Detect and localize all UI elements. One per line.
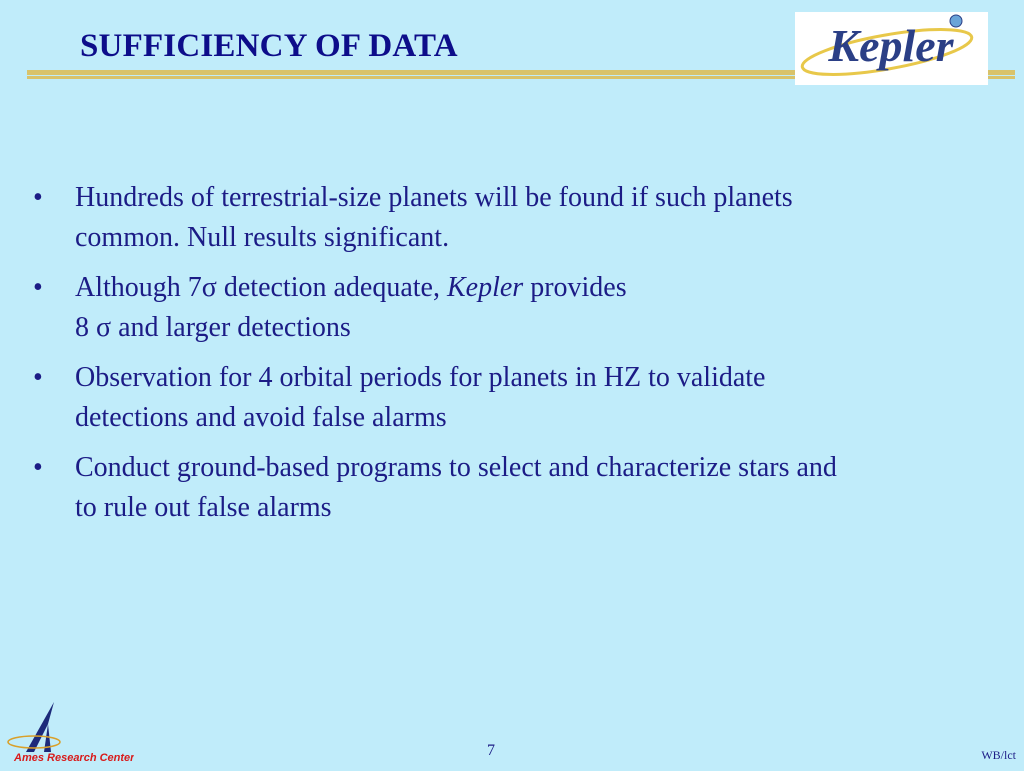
bullet-text-line: to rule out false alarms (75, 492, 332, 523)
bullet-text-line (75, 268, 1013, 308)
bullet-text-segment: Although 7σ detection adequate, (75, 272, 447, 303)
bullet-marker: • (33, 362, 43, 393)
bullet-text-emphasis: Kepler (446, 272, 524, 303)
ames-research-center-logo (4, 700, 134, 766)
bullet-text-line: Conduct ground-based programs to select and characterize stars and (75, 452, 837, 483)
bullet-marker: • (33, 272, 43, 303)
bullet-item (33, 178, 1013, 258)
bullet-text-segment: provides (523, 272, 627, 303)
bullet-item (33, 448, 1013, 528)
bullet-text-line: Hundreds of terrestrial-size planets will be found if such planets (75, 182, 793, 213)
bullet-list (33, 178, 1013, 538)
bullet-text-line: common. Null results significant. (75, 222, 450, 253)
bullet-text-line: Observation for 4 orbital periods for planets in HZ to validate (75, 362, 766, 393)
bullet-text-line: detections and avoid false alarms (75, 402, 447, 433)
ames-logo-graphic (4, 700, 134, 766)
kepler-logo (795, 12, 988, 85)
bullet-item (33, 268, 1013, 348)
bullet-text-line: 8 σ and larger detections (75, 312, 351, 343)
kepler-logo-graphic (795, 12, 988, 85)
bullet-marker: • (33, 452, 43, 483)
bullet-marker: • (33, 182, 43, 213)
footer-credit: WB/lct (981, 748, 1016, 762)
page-number: 7 (487, 742, 495, 759)
slide-title: SUFFICIENCY OF DATA (80, 28, 458, 64)
kepler-logo-text: Kepler (828, 20, 954, 71)
ames-logo-text: Ames Research Center (14, 752, 134, 764)
bullet-item (33, 358, 1013, 438)
